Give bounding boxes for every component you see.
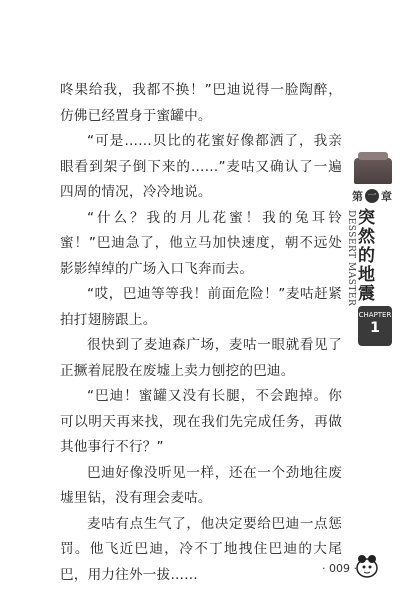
page-number: · 009 ·: [322, 562, 357, 575]
paragraph-4: “哎，巴迪等等我！前面危险！”麦咕赶紧拍打翅膀跟上。: [60, 286, 342, 328]
paragraph-5: 很快到了麦迪森广场，麦咕一眼就看见了正撅着屁股在废墟上卖力刨挖的巴迪。: [60, 337, 342, 379]
chapter-side-tab: [352, 158, 394, 303]
paragraph-6: “巴迪！蜜罐又没有长腿，不会跑掉。你可以明天再来找，现在我们先完成任务，再做其他事行不行？”: [60, 388, 342, 455]
cake-icon: [354, 158, 392, 184]
chapter-suffix: 章: [381, 190, 392, 203]
body-text: [60, 78, 342, 588]
chapter-heading: [352, 188, 394, 204]
chapter-badge-label: CHAPTER: [358, 311, 392, 319]
chapter-badge-number: 1: [370, 320, 380, 336]
mascot-icon: [352, 550, 382, 580]
paragraph-8: 麦咕有点生气了，他决定要给巴迪一点惩罚。他飞近巴迪，冷不丁地拽住巴迪的大尾巴，用力往外一拔……: [60, 515, 342, 583]
chapter-prefix: 第: [352, 190, 363, 203]
chapter-badge: [358, 306, 392, 346]
paragraph-7: 巴迪好像没听见一样，还在一个劲地往废墟里钻，没有理会麦咕。: [60, 464, 342, 506]
chapter-title: 突然的地震: [354, 208, 374, 303]
paragraph-2: “可是……贝比的花蜜好像都洒了，我亲眼看到架子倒下来的……”麦咕又确认了一遍四周的情况，冷冷地说。: [60, 133, 342, 200]
paragraph-3: “什么？我的月儿花蜜！我的兔耳铃蜜！”巴迪急了，他立马加快速度，朝不远处影影绰绰的广场入口飞奔而去。: [60, 209, 342, 277]
chapter-number: 一: [365, 189, 379, 203]
series-title: DESSERT MASTER: [346, 210, 356, 307]
paragraph-1: 咚果给我，我都不换！”巴迪说得一脸陶醉，仿佛已经置身于蜜罐中。: [60, 82, 342, 124]
